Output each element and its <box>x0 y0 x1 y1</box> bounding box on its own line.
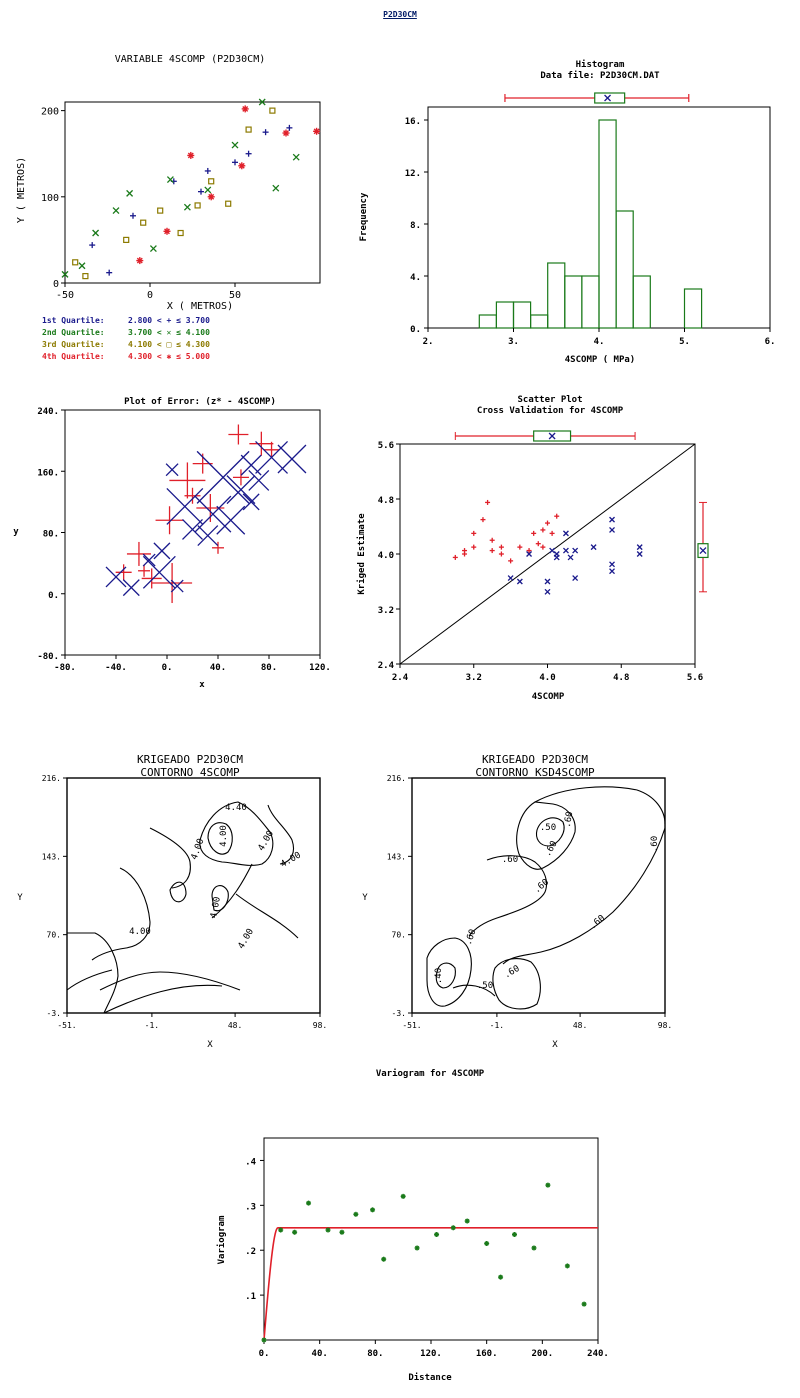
quartile-2-marker <box>232 142 238 148</box>
histogram-bar <box>565 276 582 328</box>
x-tick-label: 48. <box>227 1021 243 1030</box>
cross-validation-chart <box>350 392 790 710</box>
x-tick-label: 5. <box>679 337 690 347</box>
positive-error-marker <box>138 565 150 577</box>
high-value-marker <box>610 517 615 522</box>
variogram-point <box>339 1230 344 1235</box>
low-value-marker <box>462 548 467 553</box>
quartile-2-marker <box>127 190 133 196</box>
low-value-marker <box>540 527 545 532</box>
x-axis-label: X <box>552 1040 558 1050</box>
high-value-marker <box>568 555 573 560</box>
x-tick-label: 2.4 <box>391 673 409 683</box>
quartile-1-marker <box>232 159 238 165</box>
quartile-1-marker <box>246 151 252 157</box>
x-tick-label: 4.8 <box>613 673 630 683</box>
contour-line <box>67 933 118 1013</box>
y-tick-label: 0 <box>52 279 59 290</box>
low-value-marker <box>531 531 536 536</box>
y-tick-label: 80. <box>42 529 59 540</box>
low-value-marker <box>508 558 513 563</box>
x-tick-label: 120. <box>309 663 331 673</box>
quartile-3-marker <box>178 231 183 236</box>
legend-range: 4.100 < □ ≤ 4.300 <box>128 340 210 349</box>
quartile-4-marker <box>283 130 290 137</box>
x-tick-label: 98. <box>657 1021 673 1030</box>
y-tick-label: 216. <box>41 774 61 783</box>
contour-label: .60 <box>501 855 519 865</box>
negative-error-marker <box>167 488 203 524</box>
histogram-bar <box>514 302 531 328</box>
x-tick-label: 0 <box>146 290 154 301</box>
contour-label: .60 <box>562 810 576 829</box>
chart-title: KRIGEADO P2D30CM <box>137 753 243 766</box>
positive-error-marker <box>116 564 132 580</box>
contour-label: .60 <box>463 927 479 947</box>
negative-error-marker <box>217 506 245 534</box>
y-tick-label: 12. <box>404 169 421 179</box>
chart-title: Plot of Error: (z* - 4SCOMP) <box>124 397 276 407</box>
x-axis-label: 4SCOMP <box>531 692 565 702</box>
negative-error-marker <box>183 519 203 539</box>
low-value-marker <box>545 521 550 526</box>
quartile-3-marker <box>270 108 275 113</box>
contour-label: 4.00 <box>256 829 277 853</box>
variogram-point <box>582 1302 587 1307</box>
diagonal-line <box>400 444 695 664</box>
x-tick-label: 240. <box>587 1349 609 1359</box>
legend-range: 4.300 < ✱ ≤ 5.000 <box>128 352 210 361</box>
y-tick-label: .1 <box>245 1292 256 1303</box>
contour-label: .50 <box>539 823 557 833</box>
contour-label: .60 <box>542 839 560 859</box>
low-value-marker <box>536 541 541 546</box>
variogram-point <box>498 1275 503 1280</box>
quartile-2-marker <box>113 208 119 214</box>
quartile-2-marker <box>167 177 173 183</box>
location-map-chart <box>0 40 340 370</box>
x-axis-label: Distance <box>408 1373 452 1383</box>
quartile-4-marker <box>242 105 249 112</box>
negative-error-marker <box>143 554 155 566</box>
chart-subtitle: CONTORNO 4SCOMP <box>140 766 240 779</box>
quartile-3-marker <box>246 127 251 132</box>
y-tick-label: 143. <box>386 852 406 862</box>
y-tick-label: 0. <box>48 590 59 601</box>
chart-title: Histogram <box>575 60 625 70</box>
contour-line <box>212 864 298 938</box>
contour-line <box>104 985 222 1013</box>
high-value-marker <box>573 548 578 553</box>
histogram-bar <box>685 289 702 328</box>
contour-label: 4.00 <box>219 825 229 847</box>
negative-error-marker <box>243 494 259 510</box>
high-value-marker <box>563 531 568 536</box>
histogram-bar <box>496 302 513 328</box>
variogram-point <box>381 1257 386 1262</box>
quartile-1-marker <box>286 125 292 131</box>
quartile-1-marker <box>89 242 95 248</box>
variogram-point <box>565 1263 570 1268</box>
variogram-point <box>306 1201 311 1206</box>
quartile-2-marker <box>293 154 299 160</box>
quartile-2-marker <box>79 263 85 269</box>
variogram-point <box>531 1245 536 1250</box>
positive-error-marker <box>212 542 224 554</box>
x-tick-label: 6. <box>764 337 776 347</box>
histogram-bar <box>599 120 616 328</box>
x-tick-label: 120. <box>420 1349 442 1359</box>
variogram-point <box>415 1245 420 1250</box>
high-value-marker <box>637 545 642 550</box>
contour-label: .40 <box>434 967 444 985</box>
x-tick-label: 40. <box>209 663 227 673</box>
y-tick-label: 200 <box>40 106 59 118</box>
low-value-marker <box>499 545 504 550</box>
plot-frame <box>264 1138 598 1340</box>
legend-label: 4th Quartile: <box>42 352 105 361</box>
high-value-marker <box>508 576 513 581</box>
contour-label: 4.00 <box>189 837 207 862</box>
positive-error-marker <box>249 432 273 456</box>
quartile-2-marker <box>184 204 190 210</box>
x-tick-label: 0. <box>161 663 173 673</box>
x-tick-label: 2. <box>422 337 434 347</box>
quartile-3-marker <box>124 237 129 242</box>
positive-error-marker <box>196 494 224 522</box>
x-tick-label: 80. <box>260 663 278 673</box>
y-axis-label: Kriged Estimate <box>357 513 367 595</box>
quartile-1-marker <box>205 168 211 174</box>
x-tick-label: 4.0 <box>539 673 556 683</box>
low-value-marker <box>540 545 545 550</box>
boxplot-box <box>595 93 625 103</box>
quartile-4-marker <box>136 257 143 264</box>
quartile-2-marker <box>205 187 211 193</box>
low-value-marker <box>490 538 495 543</box>
histogram-bar <box>633 276 650 328</box>
low-value-marker <box>471 531 476 536</box>
y-tick-label: 4.8 <box>377 496 394 506</box>
low-value-marker <box>485 500 490 505</box>
variogram-point <box>292 1230 297 1235</box>
y-tick-label: 100 <box>40 192 59 204</box>
contour-label: 4.00 <box>209 896 223 920</box>
y-tick-label: 216. <box>386 774 406 783</box>
positive-error-marker <box>152 563 192 603</box>
chart-title: Variogram for 4SCOMP <box>375 1069 485 1079</box>
quartile-4-marker <box>208 193 215 200</box>
x-tick-label: 40. <box>311 1349 328 1359</box>
variogram-model-line <box>264 1228 598 1340</box>
x-tick-label: 48. <box>572 1021 588 1030</box>
variogram-point <box>370 1207 375 1212</box>
variogram-point <box>484 1241 489 1246</box>
x-tick-label: 4. <box>593 337 605 347</box>
contour-label: 4.00 <box>236 927 257 951</box>
negative-error-marker <box>123 580 139 596</box>
quartile-2-marker <box>273 185 279 191</box>
contour-line <box>535 787 665 824</box>
y-tick-label: 160. <box>37 468 59 479</box>
x-tick-label: -50 <box>55 290 75 301</box>
y-axis-label: Y <box>17 893 23 903</box>
error-plot-chart <box>0 392 345 700</box>
legend-label: 1st Quartile: <box>42 316 105 325</box>
low-value-marker <box>499 552 504 557</box>
contour-line <box>100 972 240 990</box>
quartile-2-marker <box>93 230 99 236</box>
legend-range: 2.800 < + ≤ 3.700 <box>128 316 210 325</box>
negative-error-marker <box>154 543 170 559</box>
contour-label: 4.00 <box>279 850 303 871</box>
low-value-marker <box>550 531 555 536</box>
legend-label: 3rd Quartile: <box>42 340 105 349</box>
quartile-3-marker <box>73 260 78 265</box>
high-value-marker <box>610 562 615 567</box>
x-tick-label: 80. <box>367 1349 384 1359</box>
quartile-3-marker <box>83 274 88 279</box>
y-tick-label: 70. <box>391 930 406 940</box>
y-tick-label: .3 <box>245 1202 256 1213</box>
y-tick-label: 143. <box>41 852 61 862</box>
quartile-1-marker <box>263 129 269 135</box>
x-tick-label: -51. <box>57 1021 77 1030</box>
x-tick-label: 5.6 <box>686 673 704 683</box>
low-value-marker <box>480 517 485 522</box>
quartile-4-marker <box>238 162 245 169</box>
histogram-bar <box>479 315 496 328</box>
high-value-marker <box>517 579 522 584</box>
x-axis-label: X <box>207 1040 213 1050</box>
y-axis-label: Y <box>362 893 368 903</box>
quartile-3-marker <box>158 208 163 213</box>
negative-error-marker <box>278 445 306 473</box>
contour-ksd-chart <box>345 750 690 1050</box>
chart-title: VARIABLE 4SCOMP (P2D30CM) <box>114 54 266 65</box>
chart-subtitle: Data file: P2D30CM.DAT <box>540 71 660 81</box>
chart-subtitle: Cross Validation for 4SCOMP <box>476 406 624 416</box>
x-tick-label: -1. <box>144 1021 160 1030</box>
high-value-marker <box>610 569 615 574</box>
histogram-bar <box>548 263 565 328</box>
variogram-point <box>451 1225 456 1230</box>
quartile-3-marker <box>195 203 200 208</box>
quartile-1-marker <box>198 189 204 195</box>
y-tick-label: -80. <box>37 652 59 662</box>
high-value-marker <box>563 548 568 553</box>
contour-label: 4.40 <box>225 803 247 813</box>
variogram-point <box>512 1232 517 1237</box>
y-tick-label: 4. <box>410 273 421 283</box>
y-tick-label: 70. <box>46 930 61 940</box>
contour-line-small <box>170 882 186 902</box>
x-tick-label: 50 <box>228 290 242 301</box>
contour-line <box>469 856 547 936</box>
negative-error-marker <box>166 464 178 476</box>
contour-label: .60 <box>532 877 552 896</box>
y-tick-label: .2 <box>245 1247 256 1258</box>
x-tick-label: 98. <box>312 1021 328 1030</box>
low-value-marker <box>517 545 522 550</box>
y-tick-label: 5.6 <box>377 441 394 451</box>
legend-label: 2nd Quartile: <box>42 328 105 337</box>
chart-subtitle: CONTORNO KSD4SCOMP <box>475 766 595 779</box>
quartile-3-marker <box>209 179 214 184</box>
x-tick-label: -80. <box>54 663 76 673</box>
y-tick-label: .4 <box>245 1157 256 1168</box>
variogram-point <box>434 1232 439 1237</box>
y-axis-label: y <box>13 527 19 537</box>
contour-label: 4.00 <box>129 927 151 937</box>
quartile-3-marker <box>226 201 231 206</box>
positive-error-marker <box>233 469 249 485</box>
quartile-1-marker <box>130 213 136 219</box>
y-tick-label: -3. <box>391 1009 406 1018</box>
chart-title: KRIGEADO P2D30CM <box>482 753 588 766</box>
y-tick-label: 0. <box>410 325 421 335</box>
x-tick-label: 3.2 <box>465 673 482 683</box>
high-value-marker <box>637 552 642 557</box>
x-tick-label: -40. <box>105 663 127 673</box>
contour-line <box>150 828 190 888</box>
y-tick-label: 4.0 <box>377 551 394 561</box>
quartile-4-marker <box>187 152 194 159</box>
x-axis-label: x <box>199 680 205 690</box>
variogram-point <box>353 1212 358 1217</box>
histogram-bar <box>616 211 633 328</box>
y-tick-label: 16. <box>404 117 421 127</box>
x-tick-label: -51. <box>402 1021 422 1030</box>
x-axis-label: X ( METROS) <box>166 301 234 312</box>
low-value-marker <box>471 545 476 550</box>
y-axis-label: Variogram <box>217 1215 227 1265</box>
y-tick-label: 240. <box>37 407 59 417</box>
x-tick-label: 160. <box>475 1349 498 1359</box>
histogram-bar <box>582 276 599 328</box>
variogram-point <box>465 1219 470 1224</box>
variogram-chart <box>160 1062 640 1392</box>
contour-krigeado-chart <box>0 750 345 1050</box>
contour-label: .60 <box>502 963 522 981</box>
variogram-point <box>401 1194 406 1199</box>
quartile-3-marker <box>141 220 146 225</box>
quartile-2-marker <box>150 246 156 252</box>
histogram-bar <box>531 315 548 328</box>
contour-label: .60 <box>588 913 608 932</box>
x-tick-label: 3. <box>508 337 519 347</box>
y-tick-label: -3. <box>46 1009 61 1018</box>
contour-line <box>503 828 665 964</box>
chart-title: Scatter Plot <box>517 395 583 405</box>
page-title: P2D30CM <box>383 10 417 19</box>
quartile-1-marker <box>106 270 112 276</box>
positive-error-marker <box>228 425 248 445</box>
y-tick-label: 2.4 <box>377 661 394 671</box>
variogram-point <box>262 1338 267 1343</box>
positive-error-marker <box>156 506 184 534</box>
x-tick-label: 0. <box>258 1349 270 1359</box>
high-value-marker <box>591 545 596 550</box>
high-value-marker <box>573 576 578 581</box>
variogram-point <box>326 1228 331 1233</box>
x-tick-label: 200. <box>531 1349 554 1359</box>
legend-range: 3.700 < ✕ ≤ 4.100 <box>128 328 210 337</box>
high-value-marker <box>545 579 550 584</box>
high-value-marker <box>550 548 555 553</box>
contour-line <box>92 868 150 960</box>
low-value-marker <box>554 514 559 519</box>
histogram-chart <box>350 55 790 370</box>
x-axis-label: 4SCOMP ( MPa) <box>564 355 636 365</box>
high-value-marker <box>554 555 559 560</box>
contour-label: .60 <box>650 835 660 853</box>
high-value-marker <box>545 589 550 594</box>
contour-label: .50 <box>476 981 494 991</box>
y-tick-label: 8. <box>410 221 421 231</box>
quartile-4-marker <box>313 128 320 135</box>
plot-frame <box>67 778 320 1013</box>
y-axis-label: Y ( METROS) <box>16 156 27 224</box>
x-tick-label: -1. <box>489 1021 505 1030</box>
quartile-4-marker <box>164 228 171 235</box>
low-value-marker <box>453 555 458 560</box>
y-tick-label: 3.2 <box>377 606 394 616</box>
low-value-marker <box>490 548 495 553</box>
plot-frame <box>65 102 320 283</box>
variogram-point <box>545 1183 550 1188</box>
negative-error-marker <box>198 526 218 546</box>
high-value-marker <box>610 527 615 532</box>
y-axis-label: Frequency <box>359 192 369 242</box>
